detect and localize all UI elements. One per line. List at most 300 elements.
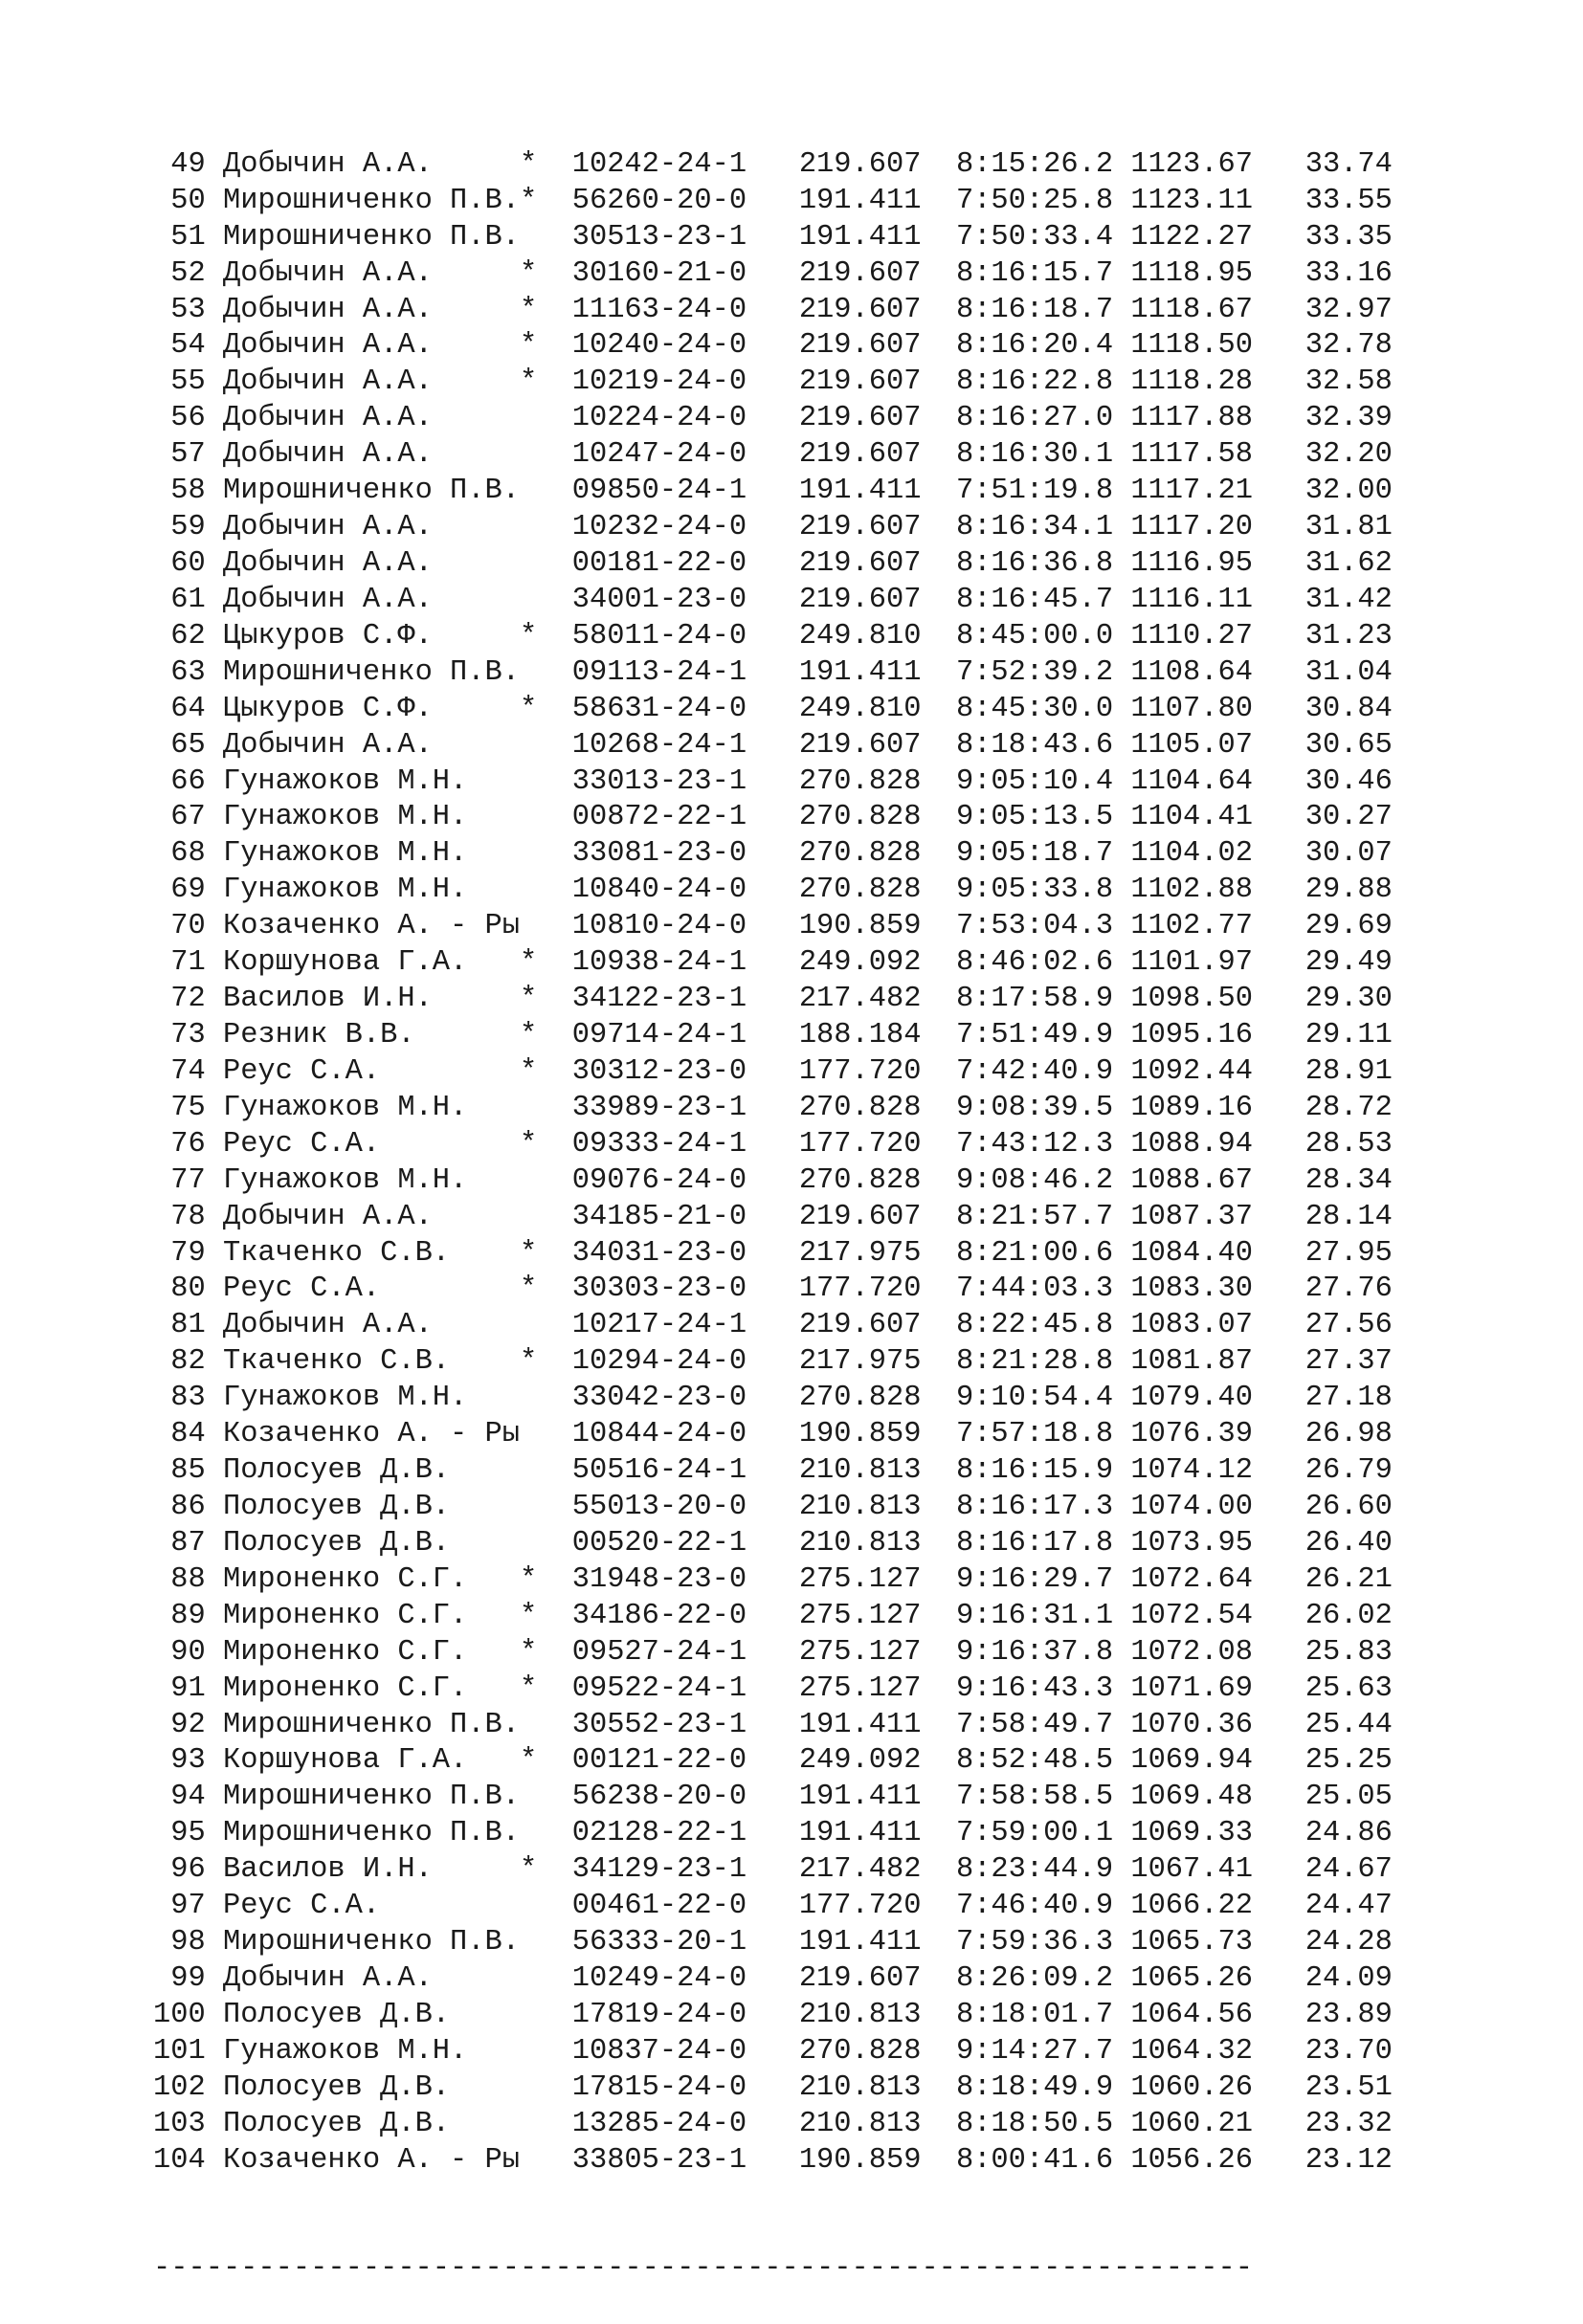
distance-km: 219.607 xyxy=(798,293,956,326)
ring-number: 09076-24-0 xyxy=(571,1163,799,1197)
points-value: 32.97 xyxy=(1304,293,1393,326)
table-row xyxy=(153,655,1393,692)
ring-number: 09850-24-1 xyxy=(571,475,799,508)
points-value: 28.72 xyxy=(1304,1091,1393,1124)
ring-number: 34186-22-0 xyxy=(571,1599,799,1632)
speed-value: 1108.64 xyxy=(1130,655,1305,689)
nomination-mark: * xyxy=(520,1273,572,1306)
ring-number: 09527-24-1 xyxy=(571,1635,799,1669)
distance-km: 275.127 xyxy=(798,1671,956,1705)
flight-time: 8:46:02.6 xyxy=(955,946,1131,980)
row-number: 70 xyxy=(153,910,223,943)
nomination-mark xyxy=(520,584,572,616)
flight-time: 9:05:18.7 xyxy=(955,837,1131,871)
speed-value: 1098.50 xyxy=(1130,983,1305,1016)
distance-km: 275.127 xyxy=(798,1635,956,1669)
nomination-mark: * xyxy=(520,293,572,326)
nomination-mark: * xyxy=(520,1562,572,1596)
table-row xyxy=(153,945,1393,982)
flight-time: 8:18:49.9 xyxy=(955,2070,1131,2104)
points-value: 29.49 xyxy=(1304,946,1393,980)
row-number: 67 xyxy=(153,801,223,834)
flight-time: 8:45:30.0 xyxy=(955,692,1131,725)
row-number: 81 xyxy=(153,1309,223,1342)
table-row xyxy=(153,546,1393,583)
table-row xyxy=(153,583,1393,619)
points-value: 24.86 xyxy=(1304,1817,1393,1850)
points-value: 31.62 xyxy=(1304,547,1393,581)
ring-number: 10242-24-1 xyxy=(571,147,799,181)
speed-value: 1102.77 xyxy=(1130,910,1305,943)
table-row xyxy=(153,836,1393,873)
flight-time: 8:23:44.9 xyxy=(955,1853,1131,1887)
nomination-mark xyxy=(520,2071,572,2104)
points-value: 32.78 xyxy=(1304,329,1393,363)
ring-number: 30160-21-0 xyxy=(571,256,799,290)
distance-km: 191.411 xyxy=(798,475,956,508)
row-number: 93 xyxy=(153,1744,223,1778)
points-value: 23.70 xyxy=(1304,2034,1393,2068)
ring-number: 50516-24-1 xyxy=(571,1454,799,1488)
flight-time: 8:16:15.9 xyxy=(955,1454,1131,1488)
points-value: 27.18 xyxy=(1304,1382,1393,1415)
distance-km: 217.975 xyxy=(798,1236,956,1270)
fancier-name: Мирошниченко П.В. xyxy=(222,475,520,508)
points-value: 27.37 xyxy=(1304,1345,1393,1379)
table-row xyxy=(153,1526,1393,1562)
points-value: 28.91 xyxy=(1304,1054,1393,1088)
distance-km: 191.411 xyxy=(798,1817,956,1850)
row-number: 75 xyxy=(153,1091,223,1124)
points-value: 28.14 xyxy=(1304,1200,1393,1233)
table-row xyxy=(153,220,1393,256)
nomination-mark: * xyxy=(520,1635,572,1669)
ring-number: 11163-24-0 xyxy=(571,293,799,326)
table-row xyxy=(153,1018,1393,1054)
speed-value: 1083.07 xyxy=(1130,1309,1305,1342)
ring-number: 10837-24-0 xyxy=(571,2034,799,2068)
flight-time: 8:16:20.4 xyxy=(955,329,1131,363)
fancier-name: Добычин А.А. xyxy=(222,329,520,363)
row-number: 65 xyxy=(153,728,223,762)
table-row xyxy=(153,474,1393,510)
nomination-mark: * xyxy=(520,946,572,980)
row-number: 79 xyxy=(153,1236,223,1270)
points-value: 28.53 xyxy=(1304,1127,1393,1161)
points-value: 30.65 xyxy=(1304,728,1393,762)
nomination-mark: * xyxy=(520,983,572,1016)
distance-km: 217.482 xyxy=(798,1853,956,1887)
table-row xyxy=(153,909,1393,945)
flight-time: 8:16:17.8 xyxy=(955,1526,1131,1560)
distance-km: 217.482 xyxy=(798,983,956,1016)
ring-number: 56333-20-1 xyxy=(571,1926,799,1959)
row-number: 57 xyxy=(153,438,223,472)
row-number: 64 xyxy=(153,692,223,725)
flight-time: 9:10:54.4 xyxy=(955,1382,1131,1415)
ring-number: 34185-21-0 xyxy=(571,1200,799,1233)
speed-value: 1117.88 xyxy=(1130,402,1305,435)
distance-km: 177.720 xyxy=(798,1273,956,1306)
distance-km: 188.184 xyxy=(798,1019,956,1051)
distance-km: 210.813 xyxy=(798,1998,956,2031)
ring-number: 31948-23-0 xyxy=(571,1562,799,1596)
fancier-name: Мироненко С.Г. xyxy=(222,1635,520,1669)
row-number: 91 xyxy=(153,1671,223,1705)
row-number: 97 xyxy=(153,1890,223,1923)
points-value: 31.81 xyxy=(1304,511,1393,544)
points-value: 25.44 xyxy=(1304,1708,1393,1741)
distance-km: 219.607 xyxy=(798,1309,956,1342)
points-value: 33.16 xyxy=(1304,256,1393,290)
fancier-name: Мироненко С.Г. xyxy=(222,1562,520,1596)
flight-time: 8:00:41.6 xyxy=(955,2143,1131,2177)
table-row xyxy=(153,982,1393,1018)
nomination-mark xyxy=(520,547,572,580)
table-row xyxy=(153,1671,1393,1708)
table-row xyxy=(153,1816,1393,1852)
table-row xyxy=(153,619,1393,655)
ring-number: 33013-23-1 xyxy=(571,764,799,798)
flight-time: 7:57:18.8 xyxy=(955,1418,1131,1451)
speed-value: 1065.73 xyxy=(1130,1926,1305,1959)
speed-value: 1074.00 xyxy=(1130,1490,1305,1523)
ring-number: 00181-22-0 xyxy=(571,547,799,581)
row-number: 102 xyxy=(153,2070,223,2104)
table-row xyxy=(153,873,1393,909)
speed-value: 1069.33 xyxy=(1130,1817,1305,1850)
table-row xyxy=(153,1272,1393,1308)
nomination-mark xyxy=(520,221,572,254)
fancier-name: Резник В.В. xyxy=(222,1019,520,1051)
speed-value: 1089.16 xyxy=(1130,1091,1305,1124)
speed-value: 1118.50 xyxy=(1130,329,1305,363)
nomination-mark xyxy=(520,1999,572,2031)
flight-time: 9:16:43.3 xyxy=(955,1671,1131,1705)
speed-value: 1116.95 xyxy=(1130,547,1305,581)
row-number: 71 xyxy=(153,946,223,980)
points-value: 26.02 xyxy=(1304,1599,1393,1632)
nomination-mark xyxy=(520,1201,572,1233)
flight-time: 8:16:45.7 xyxy=(955,583,1131,616)
table-row xyxy=(153,401,1393,437)
table-row xyxy=(153,1417,1393,1453)
speed-value: 1122.27 xyxy=(1130,220,1305,254)
distance-km: 210.813 xyxy=(798,1490,956,1523)
points-value: 26.79 xyxy=(1304,1454,1393,1488)
ring-number: 10268-24-1 xyxy=(571,728,799,762)
nomination-mark xyxy=(520,2108,572,2140)
speed-value: 1118.95 xyxy=(1130,256,1305,290)
table-row xyxy=(153,1308,1393,1344)
distance-km: 219.607 xyxy=(798,547,956,581)
nomination-mark xyxy=(520,1962,572,1995)
points-value: 27.76 xyxy=(1304,1273,1393,1306)
nomination-mark xyxy=(520,1164,572,1197)
fancier-name: Козаченко А. - Ры xyxy=(222,1418,520,1451)
fancier-name: Коршунова Г.А. xyxy=(222,1744,520,1778)
row-number: 62 xyxy=(153,619,223,653)
speed-value: 1079.40 xyxy=(1130,1382,1305,1415)
row-number: 86 xyxy=(153,1490,223,1523)
table-row xyxy=(153,1200,1393,1236)
row-number: 84 xyxy=(153,1418,223,1451)
speed-value: 1116.11 xyxy=(1130,583,1305,616)
ring-number: 10840-24-0 xyxy=(571,874,799,907)
flight-time: 8:16:30.1 xyxy=(955,438,1131,472)
flight-time: 8:22:45.8 xyxy=(955,1309,1131,1342)
nomination-mark xyxy=(520,1092,572,1124)
row-number: 52 xyxy=(153,256,223,290)
points-value: 27.56 xyxy=(1304,1309,1393,1342)
ring-number: 10219-24-0 xyxy=(571,365,799,399)
points-value: 30.46 xyxy=(1304,764,1393,798)
ring-number: 02128-22-1 xyxy=(571,1817,799,1850)
fancier-name: Полосуев Д.В. xyxy=(222,2107,520,2140)
speed-value: 1110.27 xyxy=(1130,619,1305,653)
table-row xyxy=(153,800,1393,836)
points-value: 26.40 xyxy=(1304,1526,1393,1560)
flight-time: 8:16:22.8 xyxy=(955,365,1131,399)
speed-value: 1123.67 xyxy=(1130,147,1305,181)
points-value: 33.35 xyxy=(1304,220,1393,254)
ring-number: 56238-20-0 xyxy=(571,1781,799,1814)
row-number: 96 xyxy=(153,1853,223,1887)
fancier-name: Полосуев Д.В. xyxy=(222,1490,520,1523)
distance-km: 210.813 xyxy=(798,1454,956,1488)
distance-km: 191.411 xyxy=(798,1781,956,1814)
nomination-mark: * xyxy=(520,365,572,399)
nomination-mark xyxy=(520,656,572,689)
ring-number: 13285-24-0 xyxy=(571,2107,799,2140)
nomination-mark xyxy=(520,402,572,434)
fancier-name: Гунажоков М.Н. xyxy=(222,874,520,907)
flight-time: 7:52:39.2 xyxy=(955,655,1131,689)
ring-number: 10232-24-0 xyxy=(571,511,799,544)
nomination-mark: * xyxy=(520,1671,572,1705)
table-row xyxy=(153,1961,1393,1998)
flight-time: 7:51:49.9 xyxy=(955,1019,1131,1051)
row-number: 85 xyxy=(153,1454,223,1488)
ring-number: 33081-23-0 xyxy=(571,837,799,871)
row-number: 104 xyxy=(153,2143,223,2177)
ring-number: 34031-23-0 xyxy=(571,1236,799,1270)
points-value: 23.51 xyxy=(1304,2070,1393,2104)
speed-value: 1074.12 xyxy=(1130,1454,1305,1488)
nomination-mark xyxy=(520,1454,572,1487)
speed-value: 1088.94 xyxy=(1130,1127,1305,1161)
nomination-mark xyxy=(520,1781,572,1813)
speed-value: 1064.56 xyxy=(1130,1998,1305,2031)
table-row xyxy=(153,2034,1393,2070)
fancier-name: Добычин А.А. xyxy=(222,728,520,762)
points-value: 24.28 xyxy=(1304,1926,1393,1959)
ring-number: 00520-22-1 xyxy=(571,1526,799,1560)
nomination-mark: * xyxy=(520,1744,572,1778)
fancier-name: Цыкуров С.Ф. xyxy=(222,692,520,725)
speed-value: 1105.07 xyxy=(1130,728,1305,762)
ring-number: 55013-20-0 xyxy=(571,1490,799,1523)
nomination-mark xyxy=(520,910,572,942)
flight-time: 7:59:36.3 xyxy=(955,1926,1131,1959)
table-row xyxy=(153,184,1393,220)
flight-time: 7:46:40.9 xyxy=(955,1890,1131,1923)
points-value: 29.11 xyxy=(1304,1019,1393,1051)
fancier-name: Гунажоков М.Н. xyxy=(222,2034,520,2068)
flight-time: 7:58:49.7 xyxy=(955,1708,1131,1741)
flight-time: 8:16:17.3 xyxy=(955,1490,1131,1523)
fancier-name: Мирошниченко П.В. xyxy=(222,220,520,254)
flight-time: 7:59:00.1 xyxy=(955,1817,1131,1850)
table-row xyxy=(153,437,1393,474)
row-number: 80 xyxy=(153,1273,223,1306)
table-row xyxy=(153,1490,1393,1526)
nomination-mark: * xyxy=(520,1853,572,1887)
fancier-name: Реус С.А. xyxy=(222,1127,520,1161)
flight-time: 9:16:37.8 xyxy=(955,1635,1131,1669)
ring-number: 17815-24-0 xyxy=(571,2070,799,2104)
ring-number: 30552-23-1 xyxy=(571,1708,799,1741)
points-value: 33.55 xyxy=(1304,184,1393,217)
fancier-name: Гунажоков М.Н. xyxy=(222,837,520,871)
speed-value: 1101.97 xyxy=(1130,946,1305,980)
row-number: 89 xyxy=(153,1599,223,1632)
fancier-name: Мироненко С.Г. xyxy=(222,1599,520,1632)
points-value: 32.00 xyxy=(1304,475,1393,508)
table-row xyxy=(153,1599,1393,1635)
row-number: 55 xyxy=(153,365,223,399)
ring-number: 10249-24-0 xyxy=(571,1961,799,1995)
fancier-name: Полосуев Д.В. xyxy=(222,1454,520,1488)
row-number: 99 xyxy=(153,1961,223,1995)
flight-time: 8:16:36.8 xyxy=(955,547,1131,581)
nomination-mark xyxy=(520,1418,572,1450)
nomination-mark: * xyxy=(520,184,572,217)
flight-time: 7:43:12.3 xyxy=(955,1127,1131,1161)
distance-km: 191.411 xyxy=(798,655,956,689)
ring-number: 56260-20-0 xyxy=(571,184,799,217)
speed-value: 1073.95 xyxy=(1130,1526,1305,1560)
points-value: 30.07 xyxy=(1304,837,1393,871)
fancier-name: Цыкуров С.Ф. xyxy=(222,619,520,653)
distance-km: 219.607 xyxy=(798,438,956,472)
points-value: 24.67 xyxy=(1304,1853,1393,1887)
distance-km: 270.828 xyxy=(798,2034,956,2068)
row-number: 77 xyxy=(153,1163,223,1197)
speed-value: 1088.67 xyxy=(1130,1163,1305,1197)
row-number: 50 xyxy=(153,184,223,217)
table-row xyxy=(153,1780,1393,1816)
flight-time: 9:08:39.5 xyxy=(955,1091,1131,1124)
fancier-name: Добычин А.А. xyxy=(222,1961,520,1995)
ring-number: 00461-22-0 xyxy=(571,1890,799,1923)
row-number: 78 xyxy=(153,1200,223,1233)
points-value: 31.42 xyxy=(1304,583,1393,616)
table-row xyxy=(153,2143,1393,2180)
distance-km: 210.813 xyxy=(798,2107,956,2140)
fancier-name: Гунажоков М.Н. xyxy=(222,1163,520,1197)
fancier-name: Добычин А.А. xyxy=(222,547,520,581)
flight-time: 8:18:01.7 xyxy=(955,1998,1131,2031)
points-value: 31.04 xyxy=(1304,655,1393,689)
flight-time: 8:16:34.1 xyxy=(955,511,1131,544)
speed-value: 1102.88 xyxy=(1130,874,1305,907)
speed-value: 1092.44 xyxy=(1130,1054,1305,1088)
nomination-mark: * xyxy=(520,619,572,653)
row-number: 69 xyxy=(153,874,223,907)
speed-value: 1081.87 xyxy=(1130,1345,1305,1379)
nomination-mark xyxy=(520,729,572,762)
row-number: 94 xyxy=(153,1781,223,1814)
speed-value: 1072.54 xyxy=(1130,1599,1305,1632)
ring-number: 10844-24-0 xyxy=(571,1418,799,1451)
nomination-mark xyxy=(520,874,572,906)
nomination-mark: * xyxy=(520,147,572,181)
fancier-name: Мирошниченко П.В. xyxy=(222,1708,520,1741)
table-row xyxy=(153,293,1393,329)
table-row xyxy=(153,1344,1393,1381)
points-value: 25.25 xyxy=(1304,1744,1393,1778)
distance-km: 191.411 xyxy=(798,184,956,217)
row-number: 63 xyxy=(153,655,223,689)
flight-time: 8:17:58.9 xyxy=(955,983,1131,1016)
distance-km: 190.859 xyxy=(798,910,956,943)
ring-number: 00872-22-1 xyxy=(571,801,799,834)
table-row xyxy=(153,1127,1393,1163)
ring-number: 10938-24-1 xyxy=(571,946,799,980)
fancier-name: Добычин А.А. xyxy=(222,293,520,326)
table-row xyxy=(153,1381,1393,1417)
nomination-mark xyxy=(520,1527,572,1560)
fancier-name: Ткаченко С.В. xyxy=(222,1236,520,1270)
fancier-name: Гунажоков М.Н. xyxy=(222,801,520,834)
table-row xyxy=(153,2107,1393,2143)
nomination-mark xyxy=(520,511,572,543)
ring-number: 34122-23-1 xyxy=(571,983,799,1016)
points-value: 25.83 xyxy=(1304,1635,1393,1669)
table-row xyxy=(153,1743,1393,1780)
row-number: 103 xyxy=(153,2107,223,2140)
points-value: 30.27 xyxy=(1304,801,1393,834)
speed-value: 1060.26 xyxy=(1130,2070,1305,2104)
points-value: 24.09 xyxy=(1304,1961,1393,1995)
flight-time: 8:21:00.6 xyxy=(955,1236,1131,1270)
nomination-mark: * xyxy=(520,1019,572,1051)
nomination-mark xyxy=(520,1890,572,1922)
nomination-mark: * xyxy=(520,256,572,290)
flight-time: 8:21:57.7 xyxy=(955,1200,1131,1233)
table-row xyxy=(153,1852,1393,1889)
fancier-name: Реус С.А. xyxy=(222,1054,520,1088)
table-row xyxy=(153,256,1393,293)
flight-time: 8:18:50.5 xyxy=(955,2107,1131,2140)
row-number: 90 xyxy=(153,1635,223,1669)
nomination-mark xyxy=(520,438,572,471)
fancier-name: Добычин А.А. xyxy=(222,365,520,399)
nomination-mark xyxy=(520,475,572,507)
ring-number: 30312-23-0 xyxy=(571,1054,799,1088)
row-number: 92 xyxy=(153,1708,223,1741)
flight-time: 7:51:19.8 xyxy=(955,475,1131,508)
row-number: 49 xyxy=(153,147,223,181)
row-number: 74 xyxy=(153,1054,223,1088)
speed-value: 1060.21 xyxy=(1130,2107,1305,2140)
fancier-name: Добычин А.А. xyxy=(222,511,520,544)
points-value: 26.60 xyxy=(1304,1490,1393,1523)
fancier-name: Василов И.Н. xyxy=(222,1853,520,1887)
ring-number: 30513-23-1 xyxy=(571,220,799,254)
ring-number: 10240-24-0 xyxy=(571,329,799,363)
